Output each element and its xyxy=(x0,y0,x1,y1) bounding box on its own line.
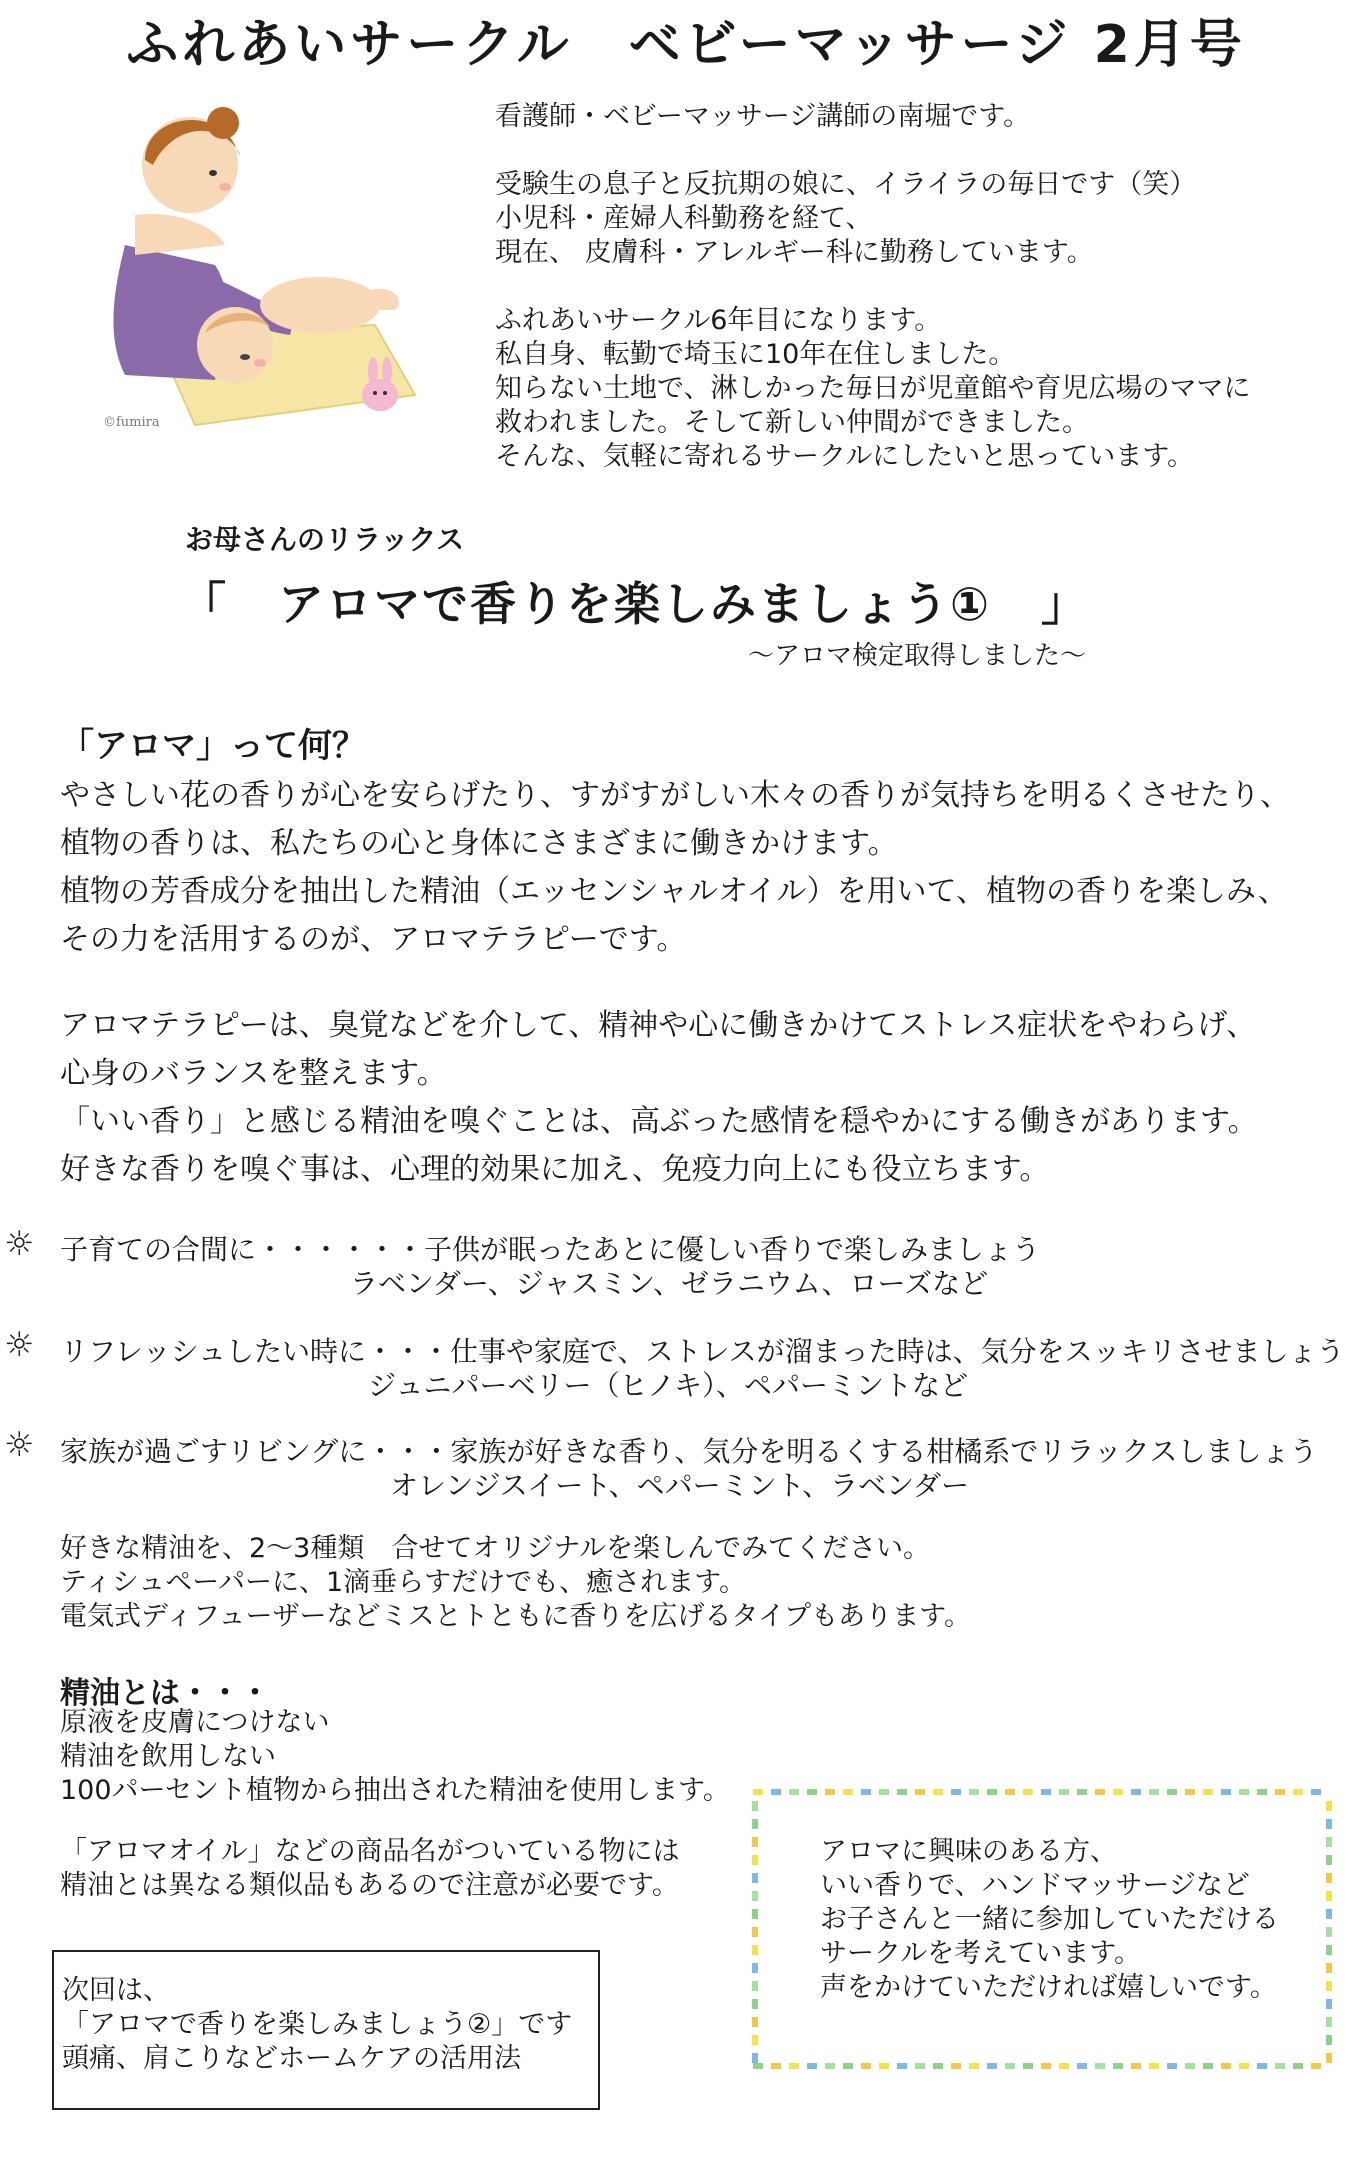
invite-line: サークルを考えています。 xyxy=(820,1938,1142,1969)
frame-dot xyxy=(969,1789,979,1795)
frame-dot xyxy=(969,2063,979,2069)
body-line: その力を活用するのが、アロマテラピーです。 xyxy=(60,922,687,957)
body-line: 心身のバランスを整えます。 xyxy=(60,1056,447,1091)
caution-note xyxy=(60,1835,750,1903)
feature-subtitle: ～アロマ検定取得しました～ xyxy=(748,641,1087,671)
frame-dot xyxy=(1293,1789,1303,1795)
frame-dot xyxy=(1326,1837,1332,1847)
frame-dot xyxy=(933,2063,943,2069)
invite-line: お子さんと一緒に参加していただける xyxy=(820,1904,1279,1935)
frame-dot xyxy=(752,1945,758,1955)
essential-oil-rules xyxy=(60,1706,780,1808)
next-issue-line: 「アロマで香りを楽しみましょう②」です xyxy=(62,2009,573,2040)
scene-row: 子育ての合間に・・・・・・子供が眠ったあとに優しい香りで楽しみましょう xyxy=(60,1233,1041,1266)
tip-line: 好きな精油を、2～3種類 合せてオリジナルを楽しんでみてください。 xyxy=(60,1533,931,1564)
next-issue-box xyxy=(52,1950,600,2110)
frame-dot xyxy=(1326,1855,1332,1865)
frame-dot xyxy=(1203,1789,1213,1795)
sun-icon: ☼ xyxy=(4,1224,35,1264)
next-issue-line: 頭痛、肩こりなどホームケアの活用法 xyxy=(62,2043,521,2074)
intro-line: そんな、気軽に寄れるサークルにしたいと思っています。 xyxy=(495,441,1195,472)
frame-dot xyxy=(1326,2035,1332,2045)
sun-icon: ☼ xyxy=(4,1425,35,1465)
usage-tips xyxy=(60,1532,1060,1634)
frame-dot xyxy=(1326,1981,1332,1991)
frame-dot xyxy=(1167,1789,1177,1795)
body-line: 植物の芳香成分を抽出した精油（エッセンシャルオイル）を用いて、植物の香りを楽しみ、 xyxy=(60,874,1288,909)
intro-line: 救われました。そして新しい仲間ができました。 xyxy=(495,407,1089,438)
frame-dot xyxy=(825,2063,835,2069)
frame-dot xyxy=(879,1789,889,1795)
frame-dot xyxy=(1203,2063,1213,2069)
frame-dot xyxy=(861,1789,871,1795)
caution-line: 「アロマオイル」などの商品名がついている物には xyxy=(60,1836,680,1867)
frame-dot xyxy=(753,1789,763,1795)
frame-dot xyxy=(752,1837,758,1847)
invite-box-text xyxy=(820,1835,1320,2005)
intro-line: 私自身、転勤で埼玉に10年在住しました。 xyxy=(495,339,1016,370)
newsletter-title: ふれあいサークル ベビーマッサージ 2月号 xyxy=(126,15,1246,75)
frame-dot xyxy=(1185,2063,1195,2069)
intro-text xyxy=(495,100,1345,474)
body-line: アロマテラピーは、臭覚などを介して、精神や心に働きかけてストレス症状をやわらげ、 xyxy=(60,1008,1257,1043)
body-line: 好きな香りを嗅ぐ事は、心理的効果に加え、免疫力向上にも役立ちます。 xyxy=(60,1152,1050,1187)
frame-dot xyxy=(752,2035,758,2045)
frame-dot xyxy=(1041,1789,1051,1795)
frame-dot xyxy=(752,1873,758,1883)
feature-title-text: アロマで香りを楽しみましょう① xyxy=(278,577,991,631)
frame-dot xyxy=(1185,1789,1195,1795)
frame-dot xyxy=(752,1909,758,1919)
intro-line: 現在、 皮膚科・アレルギー科に勤務しています。 xyxy=(495,237,1094,268)
frame-dot xyxy=(1239,2063,1249,2069)
frame-dot xyxy=(752,1963,758,1973)
frame-dot xyxy=(1131,2063,1141,2069)
baby-massage-illustration xyxy=(95,95,425,455)
frame-dot xyxy=(752,1981,758,1991)
frame-dot xyxy=(1326,1945,1332,1955)
frame-dot xyxy=(897,2063,907,2069)
frame-dot xyxy=(1311,2063,1321,2069)
frame-dot xyxy=(1239,1789,1249,1795)
frame-dot xyxy=(1059,2063,1069,2069)
invite-line: いい香りで、ハンドマッサージなど xyxy=(820,1870,1250,1901)
frame-dot xyxy=(752,1819,758,1829)
frame-dot xyxy=(752,1855,758,1865)
frame-dot xyxy=(1023,2063,1033,2069)
scene-oils: ジュニパーベリー（ヒノキ）、ペパーミントなど xyxy=(368,1369,969,1402)
frame-dot xyxy=(1131,1789,1141,1795)
frame-dot xyxy=(1293,2063,1303,2069)
frame-dot xyxy=(1077,2063,1087,2069)
frame-dot xyxy=(879,2063,889,2069)
frame-dot xyxy=(807,1789,817,1795)
frame-dot xyxy=(771,1789,781,1795)
frame-dot xyxy=(1311,1789,1321,1795)
caution-line: 精油とは異なる類似品もあるので注意が必要です。 xyxy=(60,1870,679,1901)
frame-dot xyxy=(951,2063,961,2069)
frame-dot xyxy=(752,2053,758,2063)
frame-dot xyxy=(1275,1789,1285,1795)
frame-dot xyxy=(771,2063,781,2069)
frame-dot xyxy=(1326,1873,1332,1883)
frame-dot xyxy=(1041,2063,1051,2069)
rule-line: 原液を皮膚につけない xyxy=(60,1707,330,1738)
frame-dot xyxy=(1059,1789,1069,1795)
scene-oils: ラベンダー、ジャスミン、ゼラニウム、ローズなど xyxy=(350,1267,989,1300)
frame-dot xyxy=(843,2063,853,2069)
frame-dot xyxy=(753,2063,763,2069)
frame-dot xyxy=(1113,2063,1123,2069)
frame-dot xyxy=(1257,2063,1267,2069)
frame-dot xyxy=(752,2017,758,2027)
open-quote: 「 xyxy=(180,577,228,631)
section-heading-what-is-aroma: 「アロマ」って何？ xyxy=(60,726,366,766)
tip-line: 電気式ディフューザーなどミスとトともに香りを広げるタイプもあります。 xyxy=(60,1601,971,1632)
frame-dot xyxy=(1095,1789,1105,1795)
next-issue-line: 次回は、 xyxy=(62,1975,170,2006)
frame-dot xyxy=(897,1789,907,1795)
frame-dot xyxy=(915,1789,925,1795)
frame-dot xyxy=(1167,2063,1177,2069)
frame-dot xyxy=(1275,2063,1285,2069)
frame-dot xyxy=(987,2063,997,2069)
tip-line: ティシュペーパーに、1滴垂らすだけでも、癒されます。 xyxy=(60,1567,746,1598)
invite-line: アロマに興味のある方、 xyxy=(820,1836,1117,1867)
body-line: 植物の香りは、私たちの心と身体にさまざまに働きかけます。 xyxy=(60,826,898,861)
frame-dot xyxy=(789,1789,799,1795)
frame-dot xyxy=(1326,1909,1332,1919)
frame-dot xyxy=(752,1927,758,1937)
frame-dot xyxy=(861,2063,871,2069)
feature-kicker: お母さんのリラックス xyxy=(185,523,465,556)
frame-dot xyxy=(825,1789,835,1795)
frame-dot xyxy=(807,2063,817,2069)
frame-dot xyxy=(1326,1819,1332,1829)
frame-dot xyxy=(1149,1789,1159,1795)
frame-dot xyxy=(1326,1891,1332,1901)
intro-line: ふれあいサークル6年目になります。 xyxy=(495,305,942,336)
scene-row: 家族が過ごすリビングに・・・家族が好きな香り、気分を明るくする柑橘系でリラックスしましょう xyxy=(60,1435,1318,1468)
frame-dot xyxy=(1095,2063,1105,2069)
frame-dot xyxy=(789,2063,799,2069)
frame-dot xyxy=(1326,1801,1332,1811)
intro-line: 知らない土地で、淋しかった毎日が児童館や育児広場のママに xyxy=(495,373,1251,404)
frame-dot xyxy=(1023,1789,1033,1795)
feature-title xyxy=(180,568,1089,634)
body-line: やさしい花の香りが心を安らげたり、すがすがしい木々の香りが気持ちを明るくさせたり、 xyxy=(60,778,1290,813)
frame-dot xyxy=(1257,1789,1267,1795)
frame-dot xyxy=(1077,1789,1087,1795)
frame-dot xyxy=(1326,2053,1332,2063)
frame-dot xyxy=(1149,2063,1159,2069)
frame-dot xyxy=(1221,2063,1231,2069)
rule-line: 精油を飲用しない xyxy=(60,1741,276,1772)
frame-dot xyxy=(1005,2063,1015,2069)
sun-icon: ☼ xyxy=(4,1325,35,1365)
intro-line: 受験生の息子と反抗期の娘に、イライラの毎日です（笑） xyxy=(495,169,1197,200)
frame-dot xyxy=(752,1999,758,2009)
intro-line: 小児科・産婦人科勤務を経て、 xyxy=(495,203,873,234)
frame-dot xyxy=(1326,1927,1332,1937)
rule-line: 100パーセント植物から抽出された精油を使用します。 xyxy=(60,1775,730,1806)
illustration-credit: ©fumira xyxy=(103,415,160,430)
frame-dot xyxy=(752,1891,758,1901)
body-line: 「いい香り」と感じる精油を嗅ぐことは、高ぶった感情を穏やかにする働きがあります。 xyxy=(60,1104,1258,1139)
frame-dot xyxy=(915,2063,925,2069)
frame-dot xyxy=(1113,1789,1123,1795)
frame-dot xyxy=(987,1789,997,1795)
section-heading-essential-oil: 精油とは・・・ xyxy=(60,1676,270,1711)
intro-greeting: 看護師・ベビーマッサージ講師の南堀です。 xyxy=(495,101,1031,132)
frame-dot xyxy=(1221,1789,1231,1795)
what-is-paragraph-2 xyxy=(60,1002,1340,1194)
invite-line: 声をかけていただければ嬉しいです。 xyxy=(820,1972,1277,2003)
frame-dot xyxy=(752,1801,758,1811)
what-is-paragraph-1 xyxy=(60,772,1340,964)
frame-dot xyxy=(933,1789,943,1795)
frame-dot xyxy=(951,1789,961,1795)
frame-dot xyxy=(1326,1999,1332,2009)
scene-oils: オレンジスイート、ペパーミント、ラベンダー xyxy=(390,1469,970,1502)
scene-row: リフレッシュしたい時に・・・仕事や家庭で、ストレスが溜まった時は、気分をスッキリさせましょう xyxy=(60,1335,1345,1368)
frame-dot xyxy=(1326,2017,1332,2027)
close-quote: 」 xyxy=(1040,577,1089,631)
frame-dot xyxy=(1326,1963,1332,1973)
frame-dot xyxy=(1005,1789,1015,1795)
frame-dot xyxy=(843,1789,853,1795)
